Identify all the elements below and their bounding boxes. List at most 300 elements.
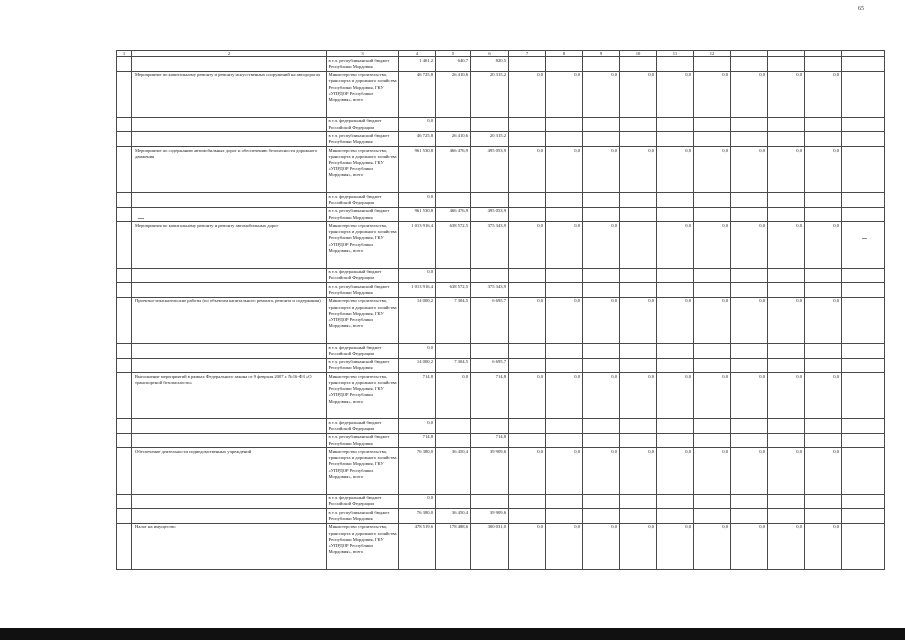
amount-cell [583,132,620,147]
amount-cell [731,509,768,524]
amount-cell: 714,8 [471,433,509,448]
amount-cell: 39 909,6 [471,509,509,524]
amount-cell: 0,0 [509,448,546,494]
index-cell [117,297,132,343]
amount-cell: 0,0 [399,494,436,509]
amount-cell: 0,0 [583,448,620,494]
amount-cell [842,268,885,283]
amount-cell [509,343,546,358]
executor-cell: в т.ч. федеральный бюджет Российской Федерации [327,343,399,358]
column-number: 7 [509,51,546,57]
amount-cell [805,509,842,524]
amount-cell: 20 315,2 [471,132,509,147]
index-cell [117,132,132,147]
amount-cell [731,132,768,147]
amount-cell: 0,0 [399,419,436,434]
executor-cell: в т.ч. республиканский бюджет Республики Мордовия [327,509,399,524]
amount-cell [620,433,657,448]
amount-cell [694,132,731,147]
index-cell [117,494,132,509]
column-number: 5 [436,51,471,57]
amount-cell [620,419,657,434]
amount-cell [694,343,731,358]
amount-cell [583,283,620,298]
amount-cell: 0,0 [546,297,583,343]
amount-cell [805,358,842,373]
amount-cell [805,193,842,208]
amount-cell [657,358,694,373]
amount-cell [805,117,842,132]
amount-cell: 714,8 [399,373,436,419]
column-number: 1 [117,51,132,57]
table-row [117,509,885,524]
measure-name: Проектно-изыскательские работы (по объектам капитального ремонта, ремонта и содержания) [132,297,327,343]
amount-cell [694,268,731,283]
column-number: 2 [132,51,327,57]
amount-cell: 961 530,8 [399,146,436,192]
amount-cell: 638 572,5 [436,222,471,268]
amount-cell [583,494,620,509]
amount-cell: 0,0 [509,222,546,268]
table-row [117,57,885,72]
table-row [117,146,885,192]
amount-cell [657,343,694,358]
table-row [117,222,885,268]
executor-cell: Министерство строительства, транспорта и дорожного хозяйства Республики Мордовия, ГКУ «УПРДОР Республики Мордовия», всего [327,71,399,117]
amount-cell: 0,0 [657,71,694,117]
amount-cell: 1 461,2 [399,57,436,72]
amount-cell: 638 572,5 [436,283,471,298]
executor-cell: Министерство строительства, транспорта и дорожного хозяйства Республики Мордовия, ГКУ «УПРДОР Республики Мордовия», всего [327,297,399,343]
amount-cell: 7 304,5 [436,358,471,373]
amount-cell [509,433,546,448]
table-row [117,494,885,509]
amount-cell: 0,0 [805,146,842,192]
amount-cell [620,343,657,358]
amount-cell [583,57,620,72]
executor-cell: в т.ч. федеральный бюджет Российской Федерации [327,494,399,509]
executor-cell: в т.ч. республиканский бюджет Республики Мордовия [327,433,399,448]
amount-cell [805,494,842,509]
measure-name: Налог на имущество [132,523,327,569]
amount-cell [842,419,885,434]
amount-cell [436,494,471,509]
table-row [117,433,885,448]
amount-cell: 375 343,9 [471,222,509,268]
amount-cell [694,419,731,434]
amount-cell [546,132,583,147]
amount-cell [731,494,768,509]
amount-cell [509,509,546,524]
amount-cell [768,433,805,448]
amount-cell [694,283,731,298]
amount-cell: 0,0 [657,448,694,494]
amount-cell: 0,0 [731,297,768,343]
amount-cell [509,57,546,72]
amount-cell [546,358,583,373]
amount-cell [731,419,768,434]
amount-cell [731,433,768,448]
amount-cell: 46 725,8 [399,71,436,117]
amount-cell [842,523,885,569]
amount-cell: 640,7 [436,57,471,72]
measure-name [132,132,327,147]
amount-cell: 466 476,9 [436,146,471,192]
amount-cell [436,343,471,358]
amount-cell: 0,0 [768,297,805,343]
amount-cell [842,283,885,298]
amount-cell [694,117,731,132]
amount-cell [731,193,768,208]
amount-cell: 0,0 [620,523,657,569]
amount-cell [768,57,805,72]
amount-cell [620,268,657,283]
amount-cell: 46 725,8 [399,132,436,147]
amount-cell: 0,0 [509,523,546,569]
measure-name [132,193,327,208]
amount-cell: 0,0 [399,343,436,358]
amount-cell: 0,0 [509,297,546,343]
measure-name [132,494,327,509]
table-row [117,419,885,434]
amount-cell [805,57,842,72]
amount-cell [842,207,885,222]
amount-cell: 0,0 [694,448,731,494]
measure-name [132,283,327,298]
amount-cell: 0,0 [509,146,546,192]
column-number: 3 [327,51,399,57]
amount-cell [805,283,842,298]
amount-cell: 0,0 [399,268,436,283]
amount-cell: 26 410,6 [436,71,471,117]
amount-cell [805,268,842,283]
amount-cell [842,343,885,358]
amount-cell: 0,0 [399,117,436,132]
amount-cell [509,419,546,434]
executor-cell: в т.ч. федеральный бюджет Российской Федерации [327,193,399,208]
measure-name: Выполнение мероприятий в рамках Федерального закона от 9 февраля 2007 г. №16-ФЗ «О транспортной безопасности» [132,373,327,419]
measure-name: Мероприятия по капитальному ремонту и ремонту автомобильных дорог [132,222,327,268]
measure-name [132,207,327,222]
amount-cell [546,433,583,448]
amount-cell [768,117,805,132]
index-cell [117,268,132,283]
amount-cell: 0,0 [583,523,620,569]
amount-cell: 820,5 [471,57,509,72]
amount-cell [509,268,546,283]
column-number: 10 [620,51,657,57]
index-cell [117,57,132,72]
executor-cell: в т.ч. федеральный бюджет Российской Федерации [327,419,399,434]
amount-cell [657,117,694,132]
amount-cell [509,494,546,509]
index-cell [117,207,132,222]
index-cell [117,509,132,524]
index-cell [117,71,132,117]
amount-cell: 0,0 [694,523,731,569]
amount-cell: 0,0 [768,523,805,569]
index-cell [117,343,132,358]
amount-cell: 0,0 [583,373,620,419]
amount-cell: 495 053,9 [471,146,509,192]
amount-cell: 0,0 [620,71,657,117]
index-cell [117,146,132,192]
measure-name [132,57,327,72]
amount-cell [842,146,885,192]
amount-cell [768,419,805,434]
amount-cell [768,268,805,283]
table-row [117,343,885,358]
amount-cell: 0,0 [657,222,694,268]
amount-cell: 6 695,7 [471,358,509,373]
amount-cell [471,193,509,208]
page-number: 65 [858,6,864,12]
amount-cell: 0,0 [620,448,657,494]
amount-cell: 7 304,5 [436,297,471,343]
amount-cell [583,117,620,132]
amount-cell [842,193,885,208]
amount-cell [657,509,694,524]
amount-cell [583,433,620,448]
amount-cell [731,117,768,132]
amount-cell: 0,0 [768,146,805,192]
amount-cell: 0,0 [657,373,694,419]
measure-name: Мероприятие по капитальному ремонту и ремонту искусственных сооружений на автодорогах [132,71,327,117]
amount-cell: 0,0 [805,373,842,419]
amount-cell: 0,0 [694,373,731,419]
amount-cell [546,283,583,298]
amount-cell: 0,0 [768,448,805,494]
amount-cell: 0,0 [509,71,546,117]
amount-cell [768,132,805,147]
measure-name [132,358,327,373]
amount-cell: 375 343,9 [471,283,509,298]
amount-cell: 300 031,0 [471,523,509,569]
measure-name [132,117,327,132]
amount-cell [842,132,885,147]
amount-cell [768,207,805,222]
amount-cell: 0,0 [731,373,768,419]
amount-cell [436,193,471,208]
measure-name: Обеспечение деятельности подведомственных учреждений [132,448,327,494]
amount-cell [620,358,657,373]
amount-cell [436,419,471,434]
amount-cell [471,494,509,509]
column-number: 11 [657,51,694,57]
table-row [117,132,885,147]
measure-name [132,509,327,524]
amount-cell [842,117,885,132]
amount-cell [842,433,885,448]
amount-cell [546,268,583,283]
amount-cell: 478 519,6 [399,523,436,569]
amount-cell [805,419,842,434]
amount-cell [694,193,731,208]
amount-cell: 39 909,6 [471,448,509,494]
amount-cell: 0,0 [620,297,657,343]
measure-name [132,419,327,434]
amount-cell [842,222,885,268]
amount-cell [768,494,805,509]
amount-cell [509,193,546,208]
column-number: 8 [546,51,583,57]
table-row [117,448,885,494]
amount-cell [694,433,731,448]
amount-cell [842,494,885,509]
amount-cell [583,509,620,524]
index-cell [117,419,132,434]
amount-cell [471,343,509,358]
amount-cell [657,193,694,208]
amount-cell [842,358,885,373]
amount-cell [620,283,657,298]
amount-cell: 0,0 [620,373,657,419]
amount-cell: 0,0 [657,146,694,192]
column-number: 9 [583,51,620,57]
amount-cell [694,207,731,222]
amount-cell: 0,0 [546,373,583,419]
amount-cell [546,494,583,509]
amount-cell: 0,0 [546,71,583,117]
table-row [117,268,885,283]
amount-cell: 36 450,4 [436,509,471,524]
amount-cell [583,268,620,283]
amount-cell [657,433,694,448]
executor-cell: в т.ч. федеральный бюджет Российской Федерации [327,268,399,283]
amount-cell: 0,0 [694,71,731,117]
amount-cell [471,268,509,283]
scan-bottom-edge [0,628,905,640]
table-row [117,117,885,132]
amount-cell [768,193,805,208]
amount-cell [546,207,583,222]
amount-cell [546,57,583,72]
amount-cell [805,132,842,147]
amount-cell: 0,0 [583,146,620,192]
amount-cell [546,117,583,132]
amount-cell [436,117,471,132]
amount-cell [509,358,546,373]
table-row [117,373,885,419]
column-number: 4 [399,51,436,57]
amount-cell: 0,0 [805,523,842,569]
index-cell [117,358,132,373]
executor-cell: Министерство строительства, транспорта и дорожного хозяйства Республики Мордовия, ГКУ «УПРДОР Республики Мордовия», всего [327,448,399,494]
amount-cell [436,433,471,448]
amount-cell: 1 013 916,4 [399,222,436,268]
amount-cell [842,297,885,343]
amount-cell: 0,0 [731,71,768,117]
amount-cell [657,207,694,222]
amount-cell [509,117,546,132]
amount-cell: 0,0 [805,71,842,117]
amount-cell [583,358,620,373]
index-cell [117,448,132,494]
amount-cell [731,268,768,283]
amount-cell: 0,0 [657,523,694,569]
amount-cell: 495 053,9 [471,207,509,222]
amount-cell: 14 000,2 [399,358,436,373]
index-cell [117,433,132,448]
amount-cell: 1 013 916,4 [399,283,436,298]
amount-cell [509,132,546,147]
column-number: 12 [694,51,731,57]
measure-name [132,343,327,358]
amount-cell [805,343,842,358]
amount-cell [620,494,657,509]
amount-cell [471,419,509,434]
table-row [117,207,885,222]
amount-cell: 0,0 [731,222,768,268]
amount-cell: 178 488,6 [436,523,471,569]
amount-cell [768,343,805,358]
executor-cell: Министерство строительства, транспорта и дорожного хозяйства Республики Мордовия, ГКУ «УПРДОР Республики Мордовия», всего [327,523,399,569]
executor-cell: Министерство строительства, транспорта и дорожного хозяйства Республики Мордовия, ГКУ «УПРДОР Республики Мордовия», всего [327,222,399,268]
amount-cell [694,494,731,509]
amount-cell: 76 380,0 [399,448,436,494]
amount-cell [731,358,768,373]
column-number: 6 [471,51,509,57]
amount-cell: 0,0 [768,373,805,419]
amount-cell [805,207,842,222]
amount-cell: 0,0 [620,146,657,192]
amount-cell [768,509,805,524]
amount-cell: 0,0 [768,222,805,268]
amount-cell [805,433,842,448]
index-cell [117,373,132,419]
amount-cell [620,222,657,268]
amount-cell [546,509,583,524]
amount-cell: 20 315,2 [471,71,509,117]
amount-cell [731,207,768,222]
amount-cell: 961 530,8 [399,207,436,222]
amount-cell [471,117,509,132]
amount-cell [657,57,694,72]
amount-cell [620,57,657,72]
amount-cell [731,283,768,298]
amount-cell [583,343,620,358]
table-row [117,297,885,343]
amount-cell [583,419,620,434]
amount-cell: 0,0 [546,523,583,569]
amount-cell [620,132,657,147]
index-cell [117,193,132,208]
amount-cell [768,358,805,373]
amount-cell: 0,0 [768,71,805,117]
table-row [117,193,885,208]
amount-cell [620,193,657,208]
amount-cell: 0,0 [509,373,546,419]
amount-cell: 0,0 [546,222,583,268]
executor-cell: в т.ч. республиканский бюджет Республики Мордовия [327,132,399,147]
executor-cell: в т.ч. республиканский бюджет Республики Мордовия [327,207,399,222]
amount-cell [546,419,583,434]
amount-cell [842,373,885,419]
executor-cell: в т.ч. республиканский бюджет Республики Мордовия [327,283,399,298]
measure-name: Мероприятие по содержанию автомобильных дорог и обеспечению безопасности дорожного движения [132,146,327,192]
amount-cell [657,268,694,283]
index-cell [117,117,132,132]
executor-cell: в т.ч. федеральный бюджет Российской Федерации [327,117,399,132]
amount-cell: 14 000,2 [399,297,436,343]
table-row [117,71,885,117]
amount-cell [620,509,657,524]
amount-cell [842,509,885,524]
amount-cell [694,57,731,72]
amount-cell: 36 450,4 [436,448,471,494]
table-row [117,283,885,298]
executor-cell: в т.ч. республиканский бюджет Республики Мордовия [327,358,399,373]
